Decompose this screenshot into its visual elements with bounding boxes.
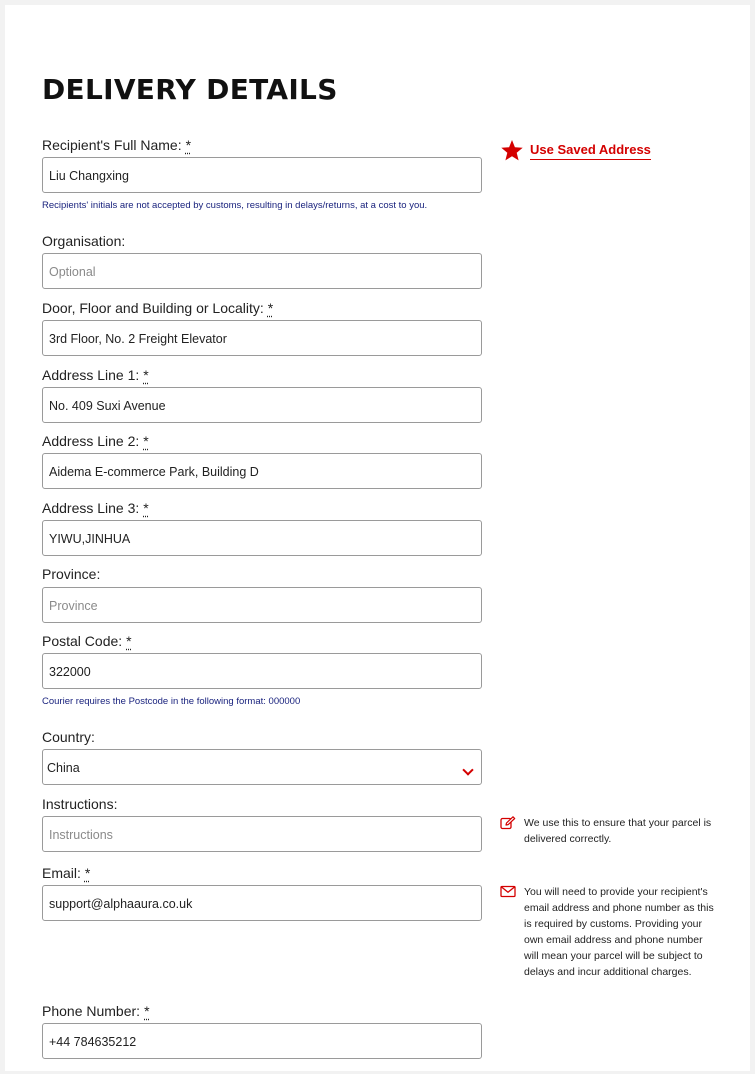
country-selected-value: China [47,761,80,775]
address-line-1-label: Address Line 1: * [42,367,149,383]
address-line-3-label: Address Line 3: * [42,500,149,516]
required-marker: * [126,633,132,649]
required-marker: * [143,500,149,516]
required-marker: * [267,300,274,316]
phone-label: Phone Number: * [42,1003,150,1019]
full-name-label: Recipient's Full Name: * [42,137,192,153]
address-line-2-label: Address Line 2: * [42,433,149,449]
province-label: Province: [42,566,101,582]
delivery-details-card [5,5,750,1071]
star-icon [500,139,524,162]
required-marker: * [185,137,192,153]
page-title: DELIVERY DETAILS [42,73,338,106]
email-input[interactable]: support@alphaaura.co.uk [42,885,482,921]
instructions-note-text: We use this to ensure that your parcel is delivered correctly. [524,817,712,845]
door-label: Door, Floor and Building or Locality: * [42,300,274,316]
required-marker: * [143,433,149,449]
email-note-text: You will need to provide your recipient's email address and phone number as this is required by customs. Providing your own email address and phone number will mean your parcel will be subject to delays and incur additional charges. [524,886,714,978]
instructions-input[interactable]: Instructions [42,816,482,852]
instructions-label: Instructions: [42,796,118,812]
required-marker: * [143,367,149,383]
edit-icon [500,816,516,830]
postal-code-help: Courier requires the Postcode in the following format: 000000 [42,696,301,707]
organisation-input[interactable]: Optional [42,253,482,289]
postal-code-input[interactable]: 322000 [42,653,482,689]
province-input[interactable]: Province [42,587,482,623]
country-select[interactable] [42,749,482,785]
postal-code-label: Postal Code: * [42,633,132,649]
envelope-icon [500,885,516,898]
instructions-note [500,815,714,847]
full-name-input[interactable]: Liu Changxing [42,157,482,193]
door-input[interactable]: 3rd Floor, No. 2 Freight Elevator [42,320,482,356]
email-label: Email: * [42,865,91,881]
address-line-3-input[interactable]: YIWU,JINHUA [42,520,482,556]
email-note [500,884,714,980]
required-marker: * [144,1003,150,1019]
chevron-down-icon [462,764,473,775]
phone-input[interactable]: +44 784635212 [42,1023,482,1059]
use-saved-address-link[interactable] [500,139,651,162]
address-line-2-input[interactable]: Aidema E-commerce Park, Building D [42,453,482,489]
full-name-help: Recipients' initials are not accepted by customs, resulting in delays/returns, at a cost to you. [42,200,428,211]
required-marker: * [84,865,91,881]
country-label: Country: [42,729,95,745]
address-line-1-input[interactable]: No. 409 Suxi Avenue [42,387,482,423]
organisation-label: Organisation: [42,233,126,249]
use-saved-address-label: Use Saved Address [530,142,651,160]
